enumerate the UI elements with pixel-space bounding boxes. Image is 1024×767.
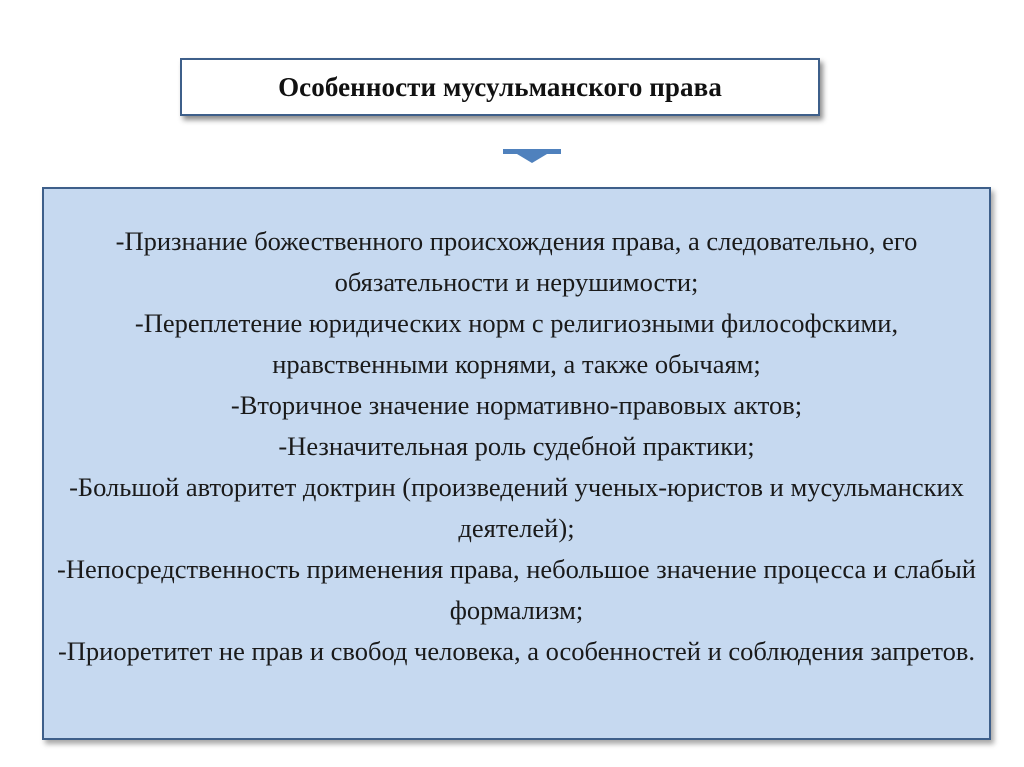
feature-item: -Вторичное значение нормативно-правовых актов; xyxy=(230,390,803,420)
feature-item: -Незначительная роль судебной практики; xyxy=(278,431,755,461)
connector-arrowhead xyxy=(517,154,547,163)
features-list xyxy=(44,221,989,672)
diagram-title: Особенности мусульманского права xyxy=(278,71,722,102)
feature-item: -Переплетение юридических норм с религиозными философскими, нравственными корнями, а также обычаям; xyxy=(134,308,899,379)
features-box xyxy=(42,187,991,740)
feature-item: -Признание божественного происхождения права, а следовательно, его обязательности и нерушимости; xyxy=(115,226,918,297)
title-box xyxy=(180,58,820,116)
feature-item: -Непосредственность применения права, небольшое значение процесса и слабый формализм; xyxy=(57,554,976,625)
feature-item: -Приоретитет не прав и свобод человека, а особенностей и соблюдения запретов. xyxy=(57,636,976,666)
down-arrow-connector xyxy=(503,149,561,165)
connector-bar xyxy=(503,149,561,154)
feature-item: -Большой авторитет доктрин (произведений ученых-юристов и мусульманских деятелей); xyxy=(69,472,964,543)
